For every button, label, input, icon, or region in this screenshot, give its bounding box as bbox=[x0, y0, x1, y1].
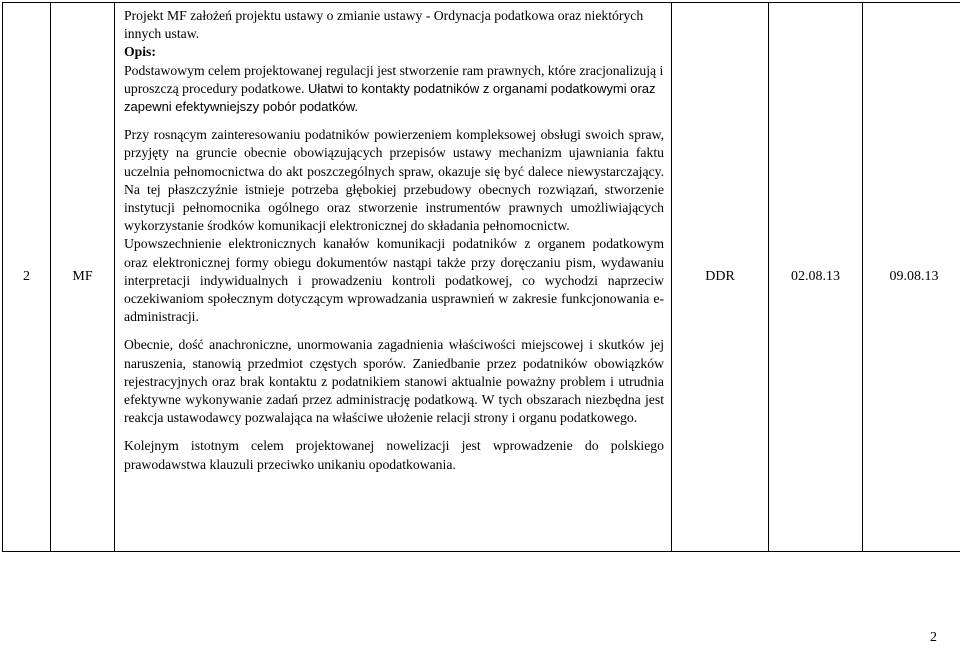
table-row bbox=[3, 3, 960, 552]
intro-text: Podstawowym celem projektowanej regulacji jest stworzenie ram prawnych, które zracjonalizują i uproszczą procedury podatkowe. bbox=[124, 62, 664, 96]
ministry-code: MF bbox=[72, 269, 93, 284]
paragraph-1: Przy rosnącym zainteresowaniu podatników powierzeniem kompleksowej obsługi swoich spraw, przyjęty na gruncie obecnie obowiązujących przepisów ustawy mechanizm ujawniania faktu uczelnia pełnomocnictwa do akt poszczególnych spraw, okazuje się być dalece niewystarczający. Na tej płaszczyźnie istnieje potrzeba głębokiej przebudowy obecnych rozwiązań, stworzenie instytucji pełnomocnika ogólnego oraz stworzenie instrumentów prawnych umożliwiających wykorzystanie środków komunikacji elektronicznej do składania pełnomocnictw. bbox=[124, 127, 664, 234]
page-number: 2 bbox=[930, 630, 937, 645]
ministry-cell bbox=[51, 3, 115, 552]
row-number-cell bbox=[3, 3, 51, 552]
paragraph-4: Kolejnym istotnym celem projektowanej nowelizacji jest wprowadzenie do polskiego prawodawstwa klauzuli przeciwko unikaniu opodatkowania. bbox=[124, 438, 664, 472]
intro-text-sans: Ułatwi to kontakty podatników z organami podatkowymi oraz zapewni efektywniejszy pobór podatków. bbox=[124, 80, 656, 115]
intro-paragraph bbox=[124, 62, 664, 117]
date-from: 02.08.13 bbox=[791, 269, 840, 284]
date-to-cell bbox=[863, 3, 960, 552]
paragraph-2: Upowszechnienie elektronicznych kanałów komunikacji podatników z organem podatkowym oraz elektronicznej formy obiegu dokumentów nastąpi także przy doręczaniu pism, wydawaniu interpretacji indywidualnych i prowadzeniu kontroli podatkowej, co wychodzi naprzeciw oczekiwaniom społecznym dotyczącym wprowadzania usprawnień w zakresie funkcjonowania e-administracji. bbox=[124, 236, 664, 325]
description-cell bbox=[115, 3, 672, 552]
document-table bbox=[2, 2, 960, 552]
opis-label: Opis: bbox=[124, 44, 156, 60]
date-to: 09.08.13 bbox=[889, 269, 939, 284]
project-title: Projekt MF założeń projektu ustawy o zmianie ustawy - Ordynacja podatkowa oraz niektórych innych ustaw. bbox=[124, 8, 644, 42]
row-number: 2 bbox=[23, 269, 30, 284]
organ-code: DDR bbox=[705, 269, 735, 284]
date-from-cell bbox=[769, 3, 863, 552]
organ-cell bbox=[672, 3, 769, 552]
paragraph-3: Obecnie, dość anachroniczne, unormowania zagadnienia właściwości miejscowej i skutków jej naruszenia, stanowią przedmiot częstych sporów. Zaniedbanie przez podatników obowiązków rejestracyjnych oraz brak kontaktu z podatnikiem stanowi aktualnie poważny problem i utrudnia efektywne wykonywanie zadań przez administrację podatkową. W tych obszarach niezbędna jest reakcja ustawodawcy pozwalająca na właściwe ułożenie relacji strony i organu podatkowego. bbox=[124, 337, 664, 426]
